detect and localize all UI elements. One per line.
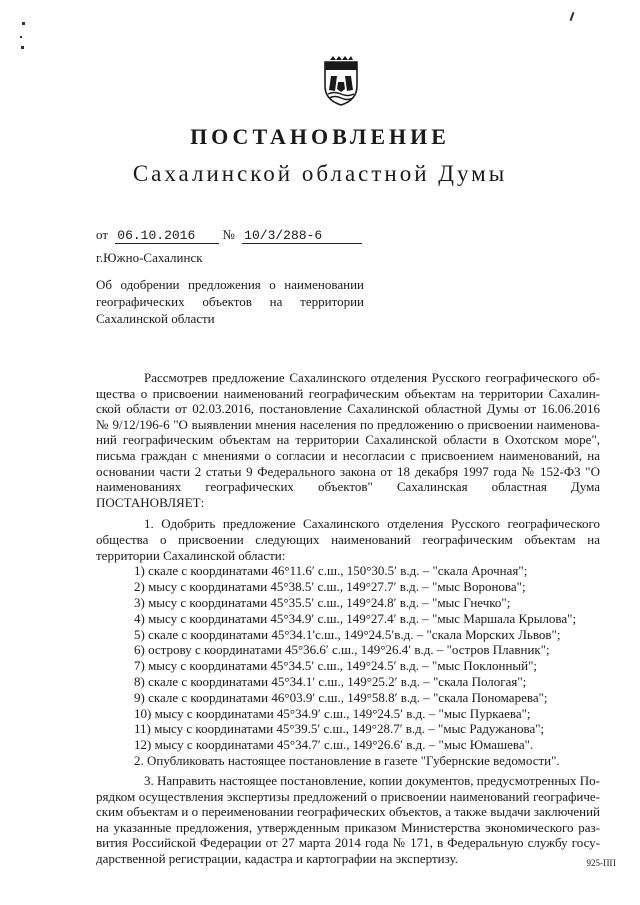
- preamble-line: письма граждан с мнениями о согласии и несогласии с присвоением наименований, на: [96, 447, 600, 463]
- list-item: 11) мысу с координатами 45°39.5′ с.ш., 149°28.7′ в.д. – "мыс Радужанова";: [134, 721, 545, 737]
- date-prefix: от: [96, 227, 109, 242]
- scan-mark: [570, 12, 575, 21]
- number-prefix: №: [222, 227, 235, 242]
- preamble: [96, 370, 600, 510]
- preamble-line: ской области от 02.03.2016, постановление Сахалинской областной Думы от 16.06.2016: [96, 401, 600, 417]
- subject-line: географических объектов на территории: [96, 294, 364, 309]
- preamble-line: Рассмотрев предложение Сахалинского отделения Русского географического об-: [144, 370, 600, 385]
- preamble-line: № 9/12/196-6 "О выявлении мнения населения по предложению о присвоении наименова-: [96, 416, 600, 432]
- list-item: 3) мысу с координатами 45°35.5′ с.ш., 149°24.8′ в.д. – "мыс Гнечко";: [134, 594, 511, 610]
- scan-mark: [22, 22, 25, 25]
- list-item: 4) мысу с координатами 45°34.9′ с.ш., 149°27.4′ в.д. – "мыс Маршала Крылова";: [134, 610, 577, 626]
- list-item: 1) скале с координатами 46°11.6′ с.ш., 150°30.5′ в.д. – "скала Арочная";: [134, 563, 528, 579]
- subject-line: Сахалинской области: [96, 311, 215, 326]
- list-item: 7) мысу с координатами 45°34.5′ с.ш., 149°24.5′ в.д. – "мыс Поклонный";: [134, 658, 538, 674]
- item-3-line: ским объектам и о переименовании географических объектов, а также выдачи заключений: [96, 804, 600, 819]
- item-1-line: общества о присвоении следующих наименований географическим объектам на: [96, 531, 600, 547]
- item-2: 2. Опубликовать настоящее постановление в газете "Губернские ведомости".: [134, 752, 560, 768]
- scan-mark: [21, 46, 24, 49]
- registration-line: [96, 227, 362, 244]
- document-date: 06.10.2016: [115, 228, 219, 244]
- item-1-line: 1. Одобрить предложение Сахалинского отделения Русского географического: [144, 516, 600, 531]
- list-item: 10) мысу с координатами 45°34.9′ с.ш., 149°24.5′ в.д. – "мыс Пуркаева";: [134, 705, 531, 721]
- document-code: 925-ПП: [586, 858, 616, 868]
- sakhalin-coat-of-arms-icon: [322, 56, 360, 106]
- item-1: [96, 516, 600, 769]
- item-1-line: территории Сахалинской области:: [96, 547, 286, 563]
- list-item: 9) скале с координатами 46°03.9′ с.ш., 149°58.8′ в.д. – "скала Пономарева";: [134, 689, 548, 705]
- preamble-line: основании части 2 статьи 9 Федерального закона от 18 декабря 1997 года № 152-ФЗ "О: [96, 463, 600, 479]
- list-item: 5) скале с координатами 45°34.1′с.ш., 149°24.5′в.д. – "скала Морских Львов";: [134, 626, 561, 642]
- document-title: ПОСТАНОВЛЕНИЕ: [190, 124, 450, 149]
- item-3-line: дарственной регистрации, кадастра и картографии на экспертизу.: [96, 850, 458, 866]
- list-item: 12) мысу с координатами 45°34.7′ с.ш., 149°26.6′ в.д. – "мыс Юмашева".: [134, 737, 534, 753]
- document-subject: [96, 276, 364, 327]
- city: г.Южно-Сахалинск: [96, 250, 203, 265]
- subject-line: Об одобрении предложения о наименовании: [96, 277, 364, 292]
- preamble-line: наименованиях географических объектов" Сахалинская областная Дума: [96, 479, 600, 495]
- issuing-body: Сахалинской областной Думы: [132, 161, 508, 186]
- item-3-line: на указанные предложения, утвержденным приказом Министерства экономического раз-: [96, 819, 600, 835]
- scan-mark: [20, 36, 22, 38]
- item-3-line: рядком осуществления экспертизы предложений о присвоении наименований географиче-: [96, 788, 600, 804]
- item-3-line: вития Российской Федерации от 27 марта 2014 года № 171, в Федеральную службу госу-: [96, 835, 600, 850]
- item-3-line: 3. Направить настоящее постановление, копии документов, предусмотренных По-: [144, 773, 600, 788]
- resolves-heading: ПОСТАНОВЛЯЕТ:: [96, 494, 205, 510]
- list-item: 6) острову с координатами 45°36.6′ с.ш., 149°26.4′ в.д. – "остров Плавник";: [134, 642, 550, 658]
- preamble-line: ний географическим объектам на территории Сахалинской области в Охотском море",: [96, 432, 600, 448]
- list-item: 8) скале с координатами 45°34.1′ с.ш., 149°25.2′ в.д. – "скала Пологая";: [134, 673, 527, 689]
- document-number: 10/3/288-6: [242, 228, 362, 244]
- item-3: [96, 773, 600, 866]
- list-item: 2) мысу с координатами 45°38.5′ с.ш., 149°27.7′ в.д. – "мыс Воронова";: [134, 579, 526, 595]
- geographic-objects-list: [96, 563, 600, 768]
- preamble-line: щества о присвоении наименований географическим объектам на территории Сахалин-: [96, 385, 600, 401]
